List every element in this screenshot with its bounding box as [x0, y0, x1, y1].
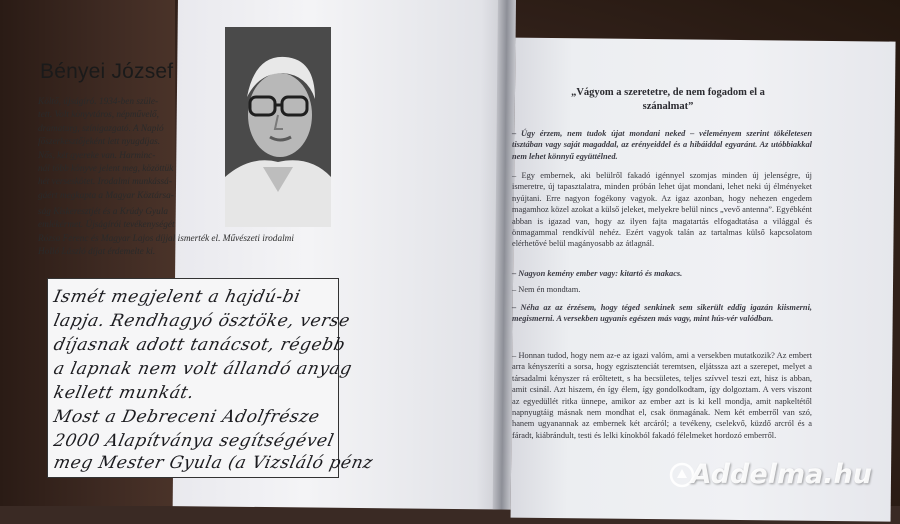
- interview-paragraph: – Honnan tudod, hogy nem az-e az igazi valóm, ami a versekben mutatkozik? Az embert arra kényszeríti a sorsa, hogy egzisztenciát teremtsen, eljátssza azt a szerepet, melyet a társadalmi kényszer rá erőltetett, s ha becsületes, teljes szívvel teszi ezt, hisz is abban, amit csinál. Azt hiszem, én így élem, így gondolkodtam, így dolgoztam. A vers viszont az egyedüllét ritka ünnepe, amikor az ember azt is ki kell mondja, amit napkeltétől napnyugtáig másnak nem mondhat el, csak önmagának. Nem két emberről van szó, hanem ugyanannak az embernek két arcáról; a tevékeny, cselekvő, küzdő arcról és a fáradt, kiábrándult, testi és lelki kínokból fakadó félelmeket hordozó emberről.: [512, 351, 812, 440]
- author-portrait: [225, 27, 331, 227]
- handwriting-line: meg Mester Gyula (a Vizsláló pénz: [51, 453, 375, 473]
- author-name-heading: Bényei József: [40, 60, 174, 83]
- interview-heading: „Vágyom a szeretetre, de nem fogadom el a szánalmat”: [571, 87, 765, 112]
- handwriting-line: Most a Debreceni Adolfrésze: [51, 407, 322, 427]
- interview-paragraph: – Nagyon kemény ember vagy: kitartó és makacs.: [512, 269, 683, 278]
- handwriting-line: kellett munkát.: [51, 383, 197, 403]
- handwritten-note-box: [47, 278, 375, 478]
- handwriting-line: díjasnak adott tanácsot, régebb: [51, 335, 348, 355]
- handwriting-line: Ismét megjelent a hajdú-bi: [51, 287, 303, 307]
- handwriting-line: lapja. Rendhagyó ösztöke, verse: [51, 311, 353, 331]
- site-watermark: Addelma.hu: [690, 459, 872, 490]
- interview-paragraph: – Néha az az érzésem, hogy téged senkinek sem sikerült eddig igazán kiismerni, megismerni. A versekben ugyanis egészen más vagy, mint hús-vér valódban.: [512, 303, 812, 324]
- author-bio: Költő, újságíró. 1934-ben szüle- tett. Volt könyvtáros, népművelő, dramaturg, színigazgató. A Napló főszerkesztőjeként lett nyugdíjas. Nős, két gyereke van. Harminc- nál több könyve jelent meg, közöttük hét verseskötet. Irodalmi munkássá- gáért megkapta a Magyar Köztársa-: [38, 97, 174, 201]
- handwriting-line: a lapnak nem volt állandó anyag: [51, 359, 354, 379]
- interview-paragraph: – Egy embernek, aki belülről fakadó igénnyel szomjas minden új jelenségre, új ismeretre, új tapasztalatra, minden próbán lehet újat mondani, lehet neki új élményeket nyújtani. Erre nagyon fogékony vagyok. Az igaz azonban, hogy nehezen engedem magamhoz közel azokat a külső jeleket, melyekre belül nincs „vevő antenna”. Egyébként abban is igazad van, hogy az ilyen fajta magatartás elfogadtatása a világgal és önmagammal rendkívül nehéz. Ezért vagyok talán az tartalmas külső kapcsolatom elérhetővé belül magányosabb az átlagnál.: [512, 171, 812, 249]
- author-bio-continued: ság Kiskeresztjét és a Krúdy Gyula emlékérmet. Újságírói tevékenységét Rózsa Ferenc és Magyar Lajos díjjal ismerték el. Művészeti irodalmi Holló László díjat érdemelte ki.: [38, 207, 294, 258]
- interview-paragraph: – Nem én mondtam.: [512, 285, 581, 294]
- handwriting-line: 2000 Alapítványa segítségével: [51, 431, 336, 451]
- interview-paragraph: – Úgy érzem, nem tudok újat mondani neked – véleményem szerint tökéletesen tisztában vagy saját magaddal, az erényeiddel és a hibáiddal egyaránt. Az utóbbiakkal nem lehet könnyű együttélned.: [512, 129, 812, 161]
